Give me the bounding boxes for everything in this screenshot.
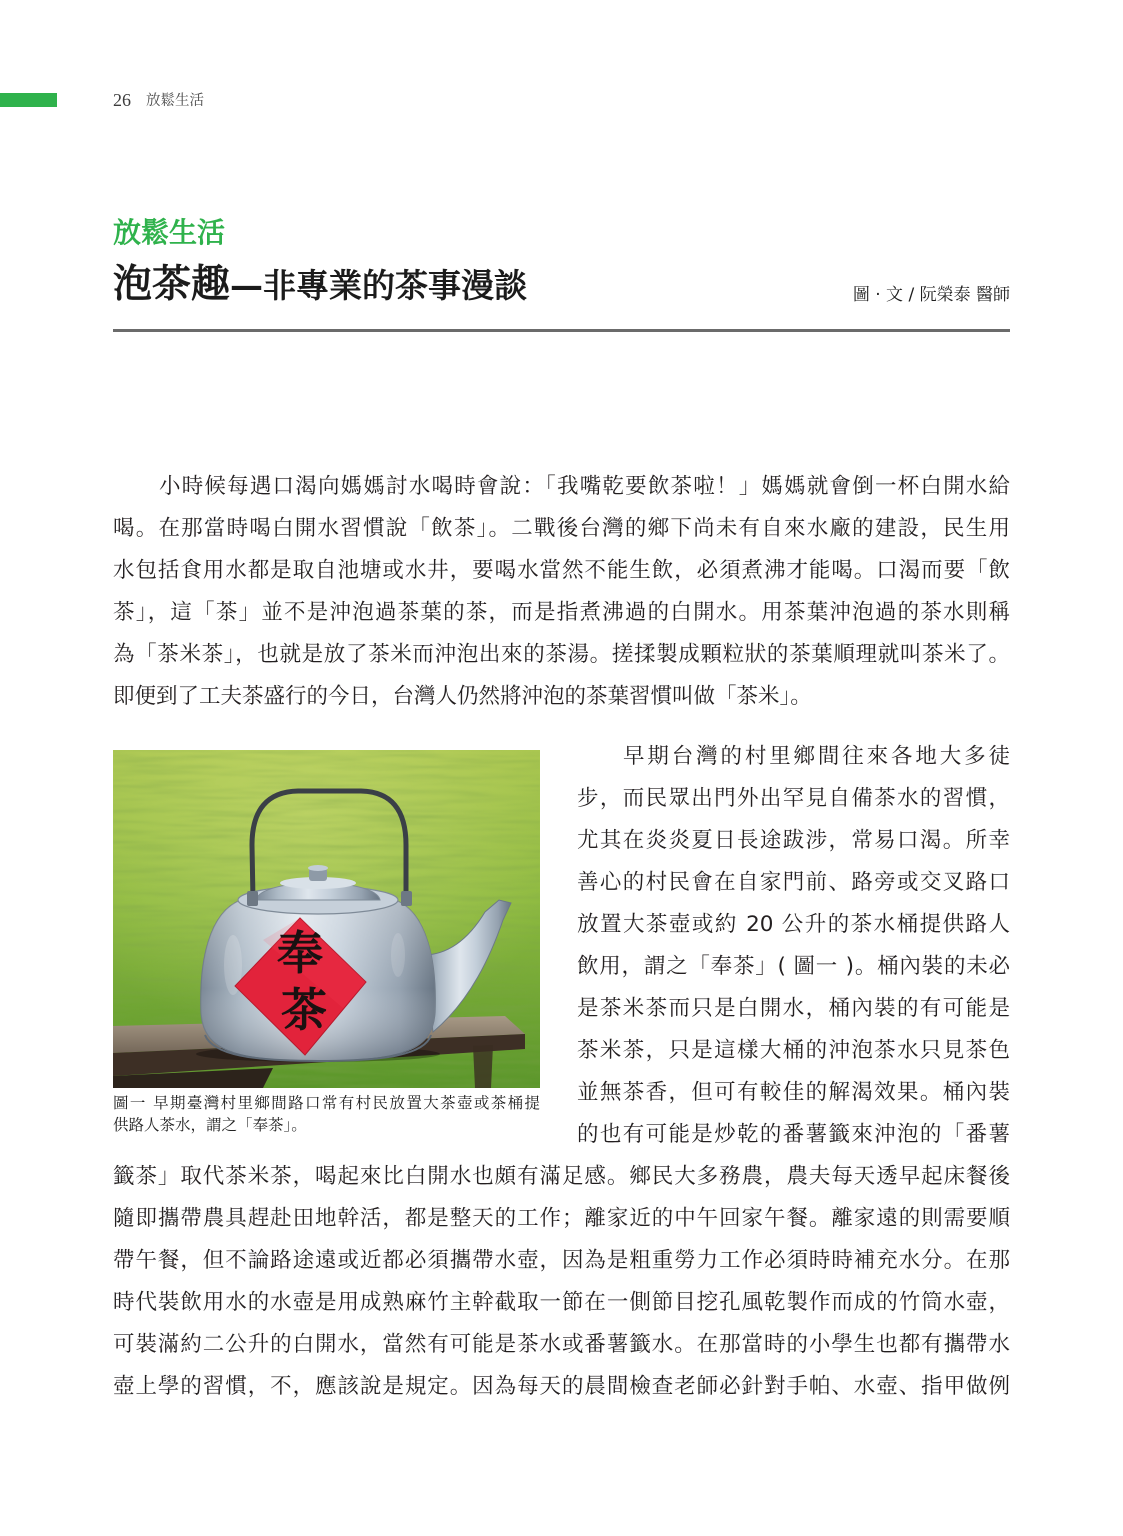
article-title-sub: —非專業的茶事漫談 [230, 266, 528, 305]
body-line: 早期台灣的村里鄉間往來各地大多徒 [623, 744, 1010, 769]
body-line: 茶」，這「茶」並不是沖泡過茶葉的茶，而是指煮沸過的白開水。用茶葉沖泡過的茶水則稱 [113, 600, 1010, 625]
body-line: 為「茶米茶」，也就是放了茶米而沖泡出來的茶湯。搓揉製成顆粒狀的茶葉順理就叫茶米了。 [113, 642, 1010, 667]
body-line: 壺上學的習慣，不，應該說是規定。因為每天的晨間檢查老師必針對手帕、水壺、指甲做例 [113, 1374, 1010, 1399]
body-line: 善心的村民會在自家門前、路旁或交叉路口 [577, 870, 1010, 895]
sign-char-bottom: 茶 [281, 983, 327, 1037]
body-line: 帶午餐，但不論路途遠或近都必須攜帶水壺，因為是粗重勞力工作必須時時補充水分。在那 [113, 1248, 1010, 1273]
body-line: 喝。在那當時喝白開水習慣說「飲茶」。二戰後台灣的鄉下尚未有自來水廠的建設，民生用 [113, 516, 1010, 541]
paragraph-1 [113, 466, 1010, 718]
article-byline: 圖 · 文 / 阮榮泰 醫師 [852, 285, 1010, 305]
caption-line: 圖一 早期臺灣村里鄉間路口常有村民放置大茶壺或茶桶提 [113, 1094, 540, 1112]
sign-char-top: 奉 [277, 926, 323, 980]
kettle-photo-illustration [113, 750, 540, 1088]
body-line: 隨即攜帶農具趕赴田地幹活，都是整天的工作；離家近的中午回家午餐。離家遠的則需要順 [113, 1206, 1010, 1231]
handle-lug-right [401, 891, 412, 906]
body-line: 籤茶」取代茶米茶，喝起來比白開水也頗有滿足感。鄉民大多務農，農夫每天透早起床餐後 [113, 1164, 1010, 1189]
article-title-main: 泡茶趣 [113, 262, 231, 307]
paragraph-2-continued [113, 1156, 1010, 1408]
heading-rule [113, 329, 1010, 332]
body-line: 水包括食用水都是取自池塘或水井，要喝水當然不能生飲，必須煮沸才能喝。口渴而要「飲 [113, 558, 1010, 583]
body-line: 並無茶香，但可有較佳的解渴效果。桶內裝 [577, 1080, 1010, 1105]
article-title [113, 259, 527, 318]
body-line: 即便到了工夫茶盛行的今日，台灣人仍然將沖泡的茶葉習慣叫做「茶米」。 [113, 684, 812, 709]
article-category: 放鬆生活 [113, 216, 226, 249]
figure-1-caption [113, 1092, 540, 1136]
paragraph-2-column [577, 736, 1010, 1156]
body-line: 放置大茶壺或約 20 公升的茶水桶提供路人 [577, 912, 1010, 937]
body-line: 飲用，謂之「奉茶」( 圖一 )。桶內裝的未必 [577, 954, 1010, 979]
page-number: 26 [113, 90, 131, 110]
handle-lug-left [247, 891, 258, 906]
body-line: 時代裝飲用水的水壺是用成熟麻竹主幹截取一節在一側節目挖孔風乾製作而成的竹筒水壺， [113, 1290, 1010, 1315]
body-line: 的也有可能是炒乾的番薯籤來沖泡的「番薯 [577, 1122, 1010, 1147]
figure-1-photo [113, 750, 540, 1088]
body-line: 尤其在炎炎夏日長途跋涉，常易口渴。所幸 [577, 828, 1010, 853]
body-line: 步，而民眾出門外出罕見自備茶水的習慣， [577, 786, 1010, 811]
body-line: 可裝滿約二公升的白開水，當然有可能是茶水或番薯籤水。在那當時的小學生也都有攜帶水 [113, 1332, 1010, 1357]
section-color-bar [0, 93, 57, 107]
body-line: 茶米茶，只是這樣大桶的沖泡茶水只見茶色 [577, 1038, 1010, 1063]
body-line: 小時候每遇口渴向媽媽討水喝時會說：「我嘴乾要飲茶啦！」媽媽就會倒一杯白開水給 [159, 474, 1010, 499]
body-line: 是茶米茶而只是白開水，桶內裝的有可能是 [577, 996, 1010, 1021]
running-head-section: 放鬆生活 [146, 93, 204, 109]
caption-line: 供路人茶水，謂之「奉茶」。 [113, 1116, 307, 1134]
